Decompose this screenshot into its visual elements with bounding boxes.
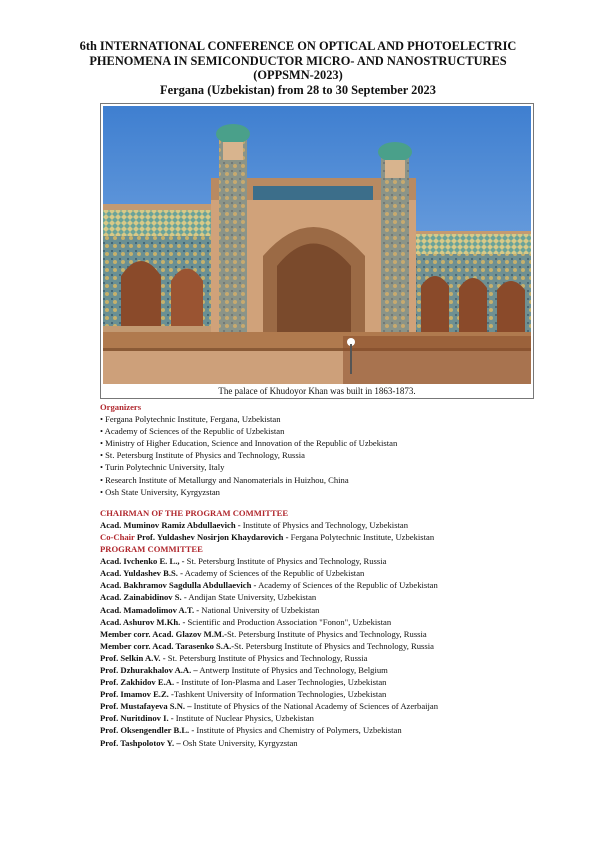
committee-member <box>100 579 540 591</box>
header-line-1: 6th INTERNATIONAL CONFERENCE ON OPTICAL AND PHOTOELECTRIC <box>79 39 517 53</box>
chairman-affiliation: Institute of Physics and Technology, Uzbekistan <box>240 519 409 530</box>
header-line-2: PHENOMENA IN SEMICONDUCTOR MICRO- AND NANOSTRUCTURES <box>89 53 507 68</box>
chairman-title: CHAIRMAN OF THE PROGRAM COMMITTEE <box>100 507 289 518</box>
document-body <box>100 401 540 749</box>
member-name: Member corr. Acad. Tarasenko S.A.- <box>100 640 235 651</box>
organizer-item: • St. Petersburg Institute of Physics and Technology, Russia <box>100 450 305 461</box>
member-affiliation: St. Petersburg Institute of Physics and Technology, Russia <box>165 652 368 663</box>
committee-member <box>100 664 540 676</box>
chairman-entry <box>100 519 540 531</box>
member-affiliation: St. Petersburg Institute of Physics and Technology, Russia <box>184 556 387 567</box>
member-affiliation: Academy of Sciences of the Republic of Uzbekistan <box>256 580 438 591</box>
palace-photo <box>103 106 531 384</box>
committee-member <box>100 712 540 724</box>
member-name: Acad. Ashurov M.Kh. - <box>100 616 186 627</box>
member-affiliation: Academy of Sciences of the Republic of Uzbekistan <box>182 568 365 579</box>
committee-member <box>100 628 540 640</box>
member-name: Prof. Tashpolotov Y. – <box>100 737 181 748</box>
member-name: Member corr. Acad. Glazov M.M.- <box>100 628 227 639</box>
member-affiliation: Tashkent University of Information Technologies, Uzbekistan <box>173 689 387 700</box>
member-name: Prof. Mustafayeva S.N. – <box>100 701 192 712</box>
organizer-item: • Osh State University, Kyrgyzstan <box>100 486 220 497</box>
member-name: Prof. Zakhidov E.A. - <box>100 677 180 688</box>
member-name: Prof. Dzhurakhalov A.A. – <box>100 664 198 675</box>
member-name: Acad. Mamadolimov A.T. - <box>100 604 200 615</box>
member-name: Prof. Nuritdinov I. - <box>100 713 174 724</box>
member-affiliation: Osh State University, Kyrgyzstan <box>180 737 298 748</box>
member-affiliation: Institute of Nuclear Physics, Uzbekistan <box>173 713 314 724</box>
cochair-entry <box>100 531 540 543</box>
program-committee-title: PROGRAM COMMITTEE <box>100 544 203 555</box>
committee-member <box>100 688 540 700</box>
member-affiliation: St. Petersburg Institute of Physics and Technology, Russia <box>234 640 434 651</box>
header-line-3: (OPPSMN-2023) <box>253 68 343 83</box>
member-name: Prof. Oksengendler B.L. - <box>100 725 195 736</box>
member-affiliation: Antwerp Institute of Physics and Technology, Belgium <box>197 664 388 675</box>
member-name: Acad. Zainabidinov S. - <box>100 592 187 603</box>
conference-header <box>0 39 596 97</box>
organizers-list <box>100 413 540 498</box>
member-name: Prof. Imamov E.Z. - <box>100 689 174 700</box>
committee-member <box>100 652 540 664</box>
cochair-label: Co-Chair <box>100 531 135 542</box>
committee-member <box>100 640 540 652</box>
palace-illustration <box>103 106 531 384</box>
committee-member <box>100 676 540 688</box>
header-line-4: Fergana (Uzbekistan) from 28 to 30 September 2023 <box>160 82 436 97</box>
member-affiliation: Institute of Ion-Plasma and Laser Technologies, Uzbekistan <box>179 677 387 688</box>
committee-member <box>100 724 540 736</box>
photo-caption: The palace of Khudoyor Khan was built in 1863-1873. <box>218 386 416 396</box>
committee-member <box>100 591 540 603</box>
member-affiliation: Scientific and Production Association "Fonon", Uzbekistan <box>185 616 392 627</box>
member-name: Acad. Ivchenko E. L., - <box>100 556 185 567</box>
member-name: Acad. Bakhramov Sagdulla Abdullaevich - <box>100 580 257 591</box>
program-committee-list <box>100 555 540 749</box>
member-name: Prof. Selkin A.V. - <box>100 652 166 663</box>
organizer-item: • Ministry of Higher Education, Science and Innovation of the Republic of Uzbekistan <box>100 438 398 449</box>
member-affiliation: Andijan State University, Uzbekistan <box>186 592 317 603</box>
organizer-item: • Turin Polytechnic University, Italy <box>100 462 225 473</box>
committee-member <box>100 555 540 567</box>
organizer-item: • Academy of Sciences of the Republic of Uzbekistan <box>100 426 285 437</box>
palace-photo-frame <box>100 103 534 399</box>
committee-member <box>100 737 540 749</box>
member-name: Acad. Yuldashev B.S. - <box>100 568 183 579</box>
committee-member <box>100 700 540 712</box>
member-affiliation: National University of Uzbekistan <box>199 604 320 615</box>
committee-member <box>100 567 540 579</box>
member-affiliation: Institute of Physics and Chemistry of Polymers, Uzbekistan <box>194 725 402 736</box>
chairman-name: Acad. Muminov Ramiz Abdullaevich - <box>100 519 241 530</box>
member-affiliation: Institute of Physics of the National Academy of Sciences of Azerbaijan <box>191 701 439 712</box>
organizers-title: Organizers <box>100 402 142 412</box>
committee-member <box>100 604 540 616</box>
committee-member <box>100 616 540 628</box>
organizer-item: • Fergana Polytechnic Institute, Fergana, Uzbekistan <box>100 414 281 425</box>
organizer-item: • Research Institute of Metallurgy and Nanomaterials in Huizhou, China <box>100 474 349 485</box>
cochair-name: Prof. Yuldashev Nosirjon Khaydarovich - <box>134 531 289 542</box>
cochair-affiliation: Fergana Polytechnic Institute, Uzbekistan <box>288 531 435 542</box>
member-affiliation: St. Petersburg Institute of Physics and Technology, Russia <box>226 628 427 639</box>
